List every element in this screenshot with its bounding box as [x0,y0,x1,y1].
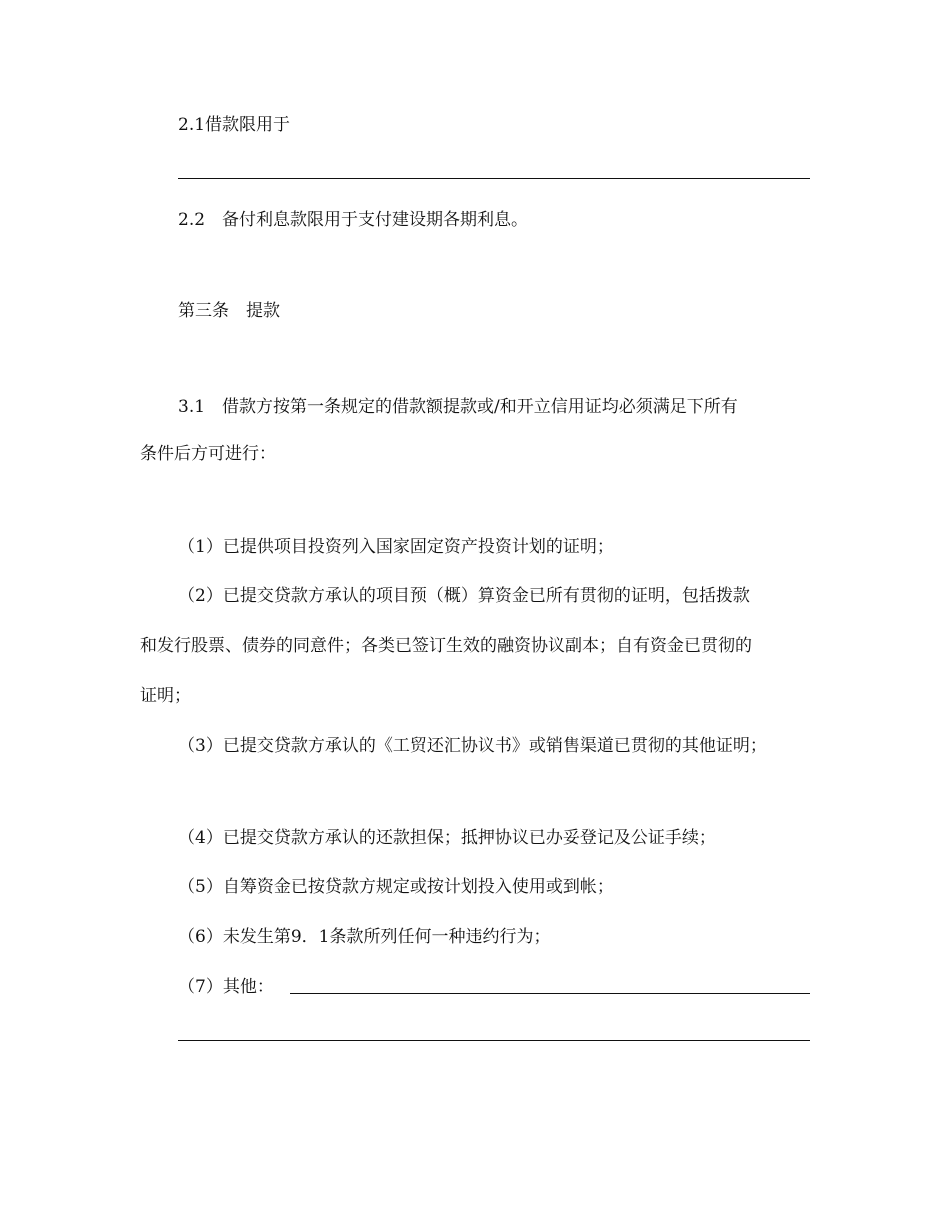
condition-4: （4）已提交贷款方承认的还款担保；抵押协议已办妥登记及公证手续； [178,828,716,848]
condition-3: （3）已提交贷款方承认的《工贸还汇协议书》或销售渠道已贯彻的其他证明； [178,736,767,756]
condition-2-line-2: 和发行股票、债券的同意件；各类已签订生效的融资协议副本；自有资金已贯彻的 [140,636,752,656]
clause-3-1-line-1: 3.1 借款方按第一条规定的借款额提款或/和开立信用证均必须满足下所有 [178,397,738,417]
condition-1: （1）已提供项目投资列入国家固定资产投资计划的证明； [178,537,614,557]
clause-2-1: 2.1借款限用于 [178,115,291,135]
blank-fill-line [290,993,810,994]
clause-2-2: 2.2 备付利息款限用于支付建设期各期利息。 [178,210,529,230]
clause-3-1-line-2: 条件后方可进行： [140,444,276,464]
blank-fill-line [178,178,810,179]
condition-5: （5）自筹资金已按贷款方规定或按计划投入使用或到帐； [178,877,614,897]
blank-fill-line [178,1040,810,1041]
condition-2-line-1: （2）已提交贷款方承认的项目预（概）算资金已所有贯彻的证明，包括拨款 [178,586,750,606]
article-3-heading: 第三条 提款 [178,301,280,321]
condition-2-line-3: 证明； [140,686,191,706]
condition-7: （7）其他： [178,977,274,997]
condition-6: （6）未发生第9．1条款所列任何一种违约行为； [178,927,551,947]
